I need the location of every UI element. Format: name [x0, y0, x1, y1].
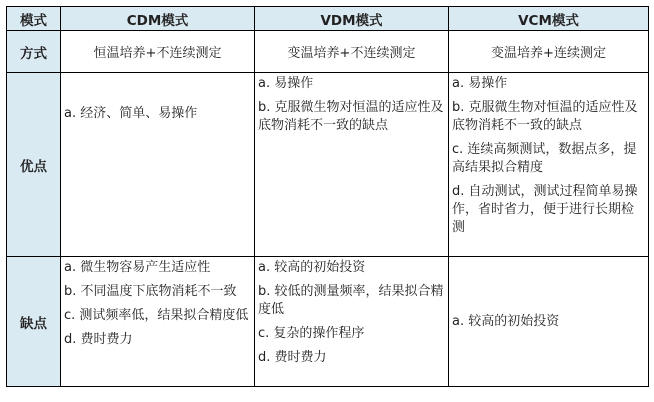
header-row — [7, 7, 649, 31]
method-vdm: 变温培养+不连续测定 — [255, 31, 449, 73]
list-item: a. 易操作 — [452, 76, 508, 91]
list-item: c. 连续高频测试，数据点多，提高结果拟合精度 — [452, 142, 637, 175]
list-item: c. 复杂的操作程序 — [258, 326, 365, 341]
method-row — [7, 31, 649, 73]
disadvantages-cdm — [61, 257, 255, 387]
disadvantages-label: 缺点 — [7, 257, 61, 387]
disadvantages-vdm — [255, 257, 449, 387]
header-mode: 模式 — [7, 7, 61, 31]
list-item: c. 测试频率低，结果拟合精度低 — [64, 308, 249, 323]
advantages-cdm — [61, 73, 255, 257]
header-vdm: VDM模式 — [255, 7, 449, 31]
list-item: d. 费时费力 — [258, 350, 327, 365]
disadvantages-vcm — [449, 257, 649, 387]
list-item: b. 不同温度下底物消耗不一致 — [64, 284, 237, 299]
list-item: a. 易操作 — [258, 76, 314, 91]
method-cdm: 恒温培养+不连续测定 — [61, 31, 255, 73]
list-item: a. 微生物容易产生适应性 — [64, 260, 211, 275]
list-item: b. 克服微生物对恒温的适应性及底物消耗不一致的缺点 — [258, 100, 444, 133]
list-item: d. 费时费力 — [64, 332, 133, 347]
comparison-table — [6, 6, 649, 387]
list-item: b. 较低的测量频率，结果拟合精度低 — [258, 284, 444, 317]
list-item: a. 较高的初始投资 — [452, 313, 560, 329]
advantages-vcm — [449, 73, 649, 257]
advantages-label: 优点 — [7, 73, 61, 257]
advantages-row — [7, 73, 649, 257]
method-label: 方式 — [7, 31, 61, 73]
list-item: a. 较高的初始投资 — [258, 260, 366, 275]
header-cdm: CDM模式 — [61, 7, 255, 31]
method-vcm: 变温培养+连续测定 — [449, 31, 649, 73]
disadvantages-row — [7, 257, 649, 387]
advantages-vdm — [255, 73, 449, 257]
list-item: b. 克服微生物对恒温的适应性及底物消耗不一致的缺点 — [452, 100, 638, 133]
list-item: d. 自动测试，测试过程简单易操作，省时省力，便于进行长期检测 — [452, 184, 638, 235]
header-vcm: VCM模式 — [449, 7, 649, 31]
list-item: a. 经济、简单、易操作 — [64, 106, 198, 121]
